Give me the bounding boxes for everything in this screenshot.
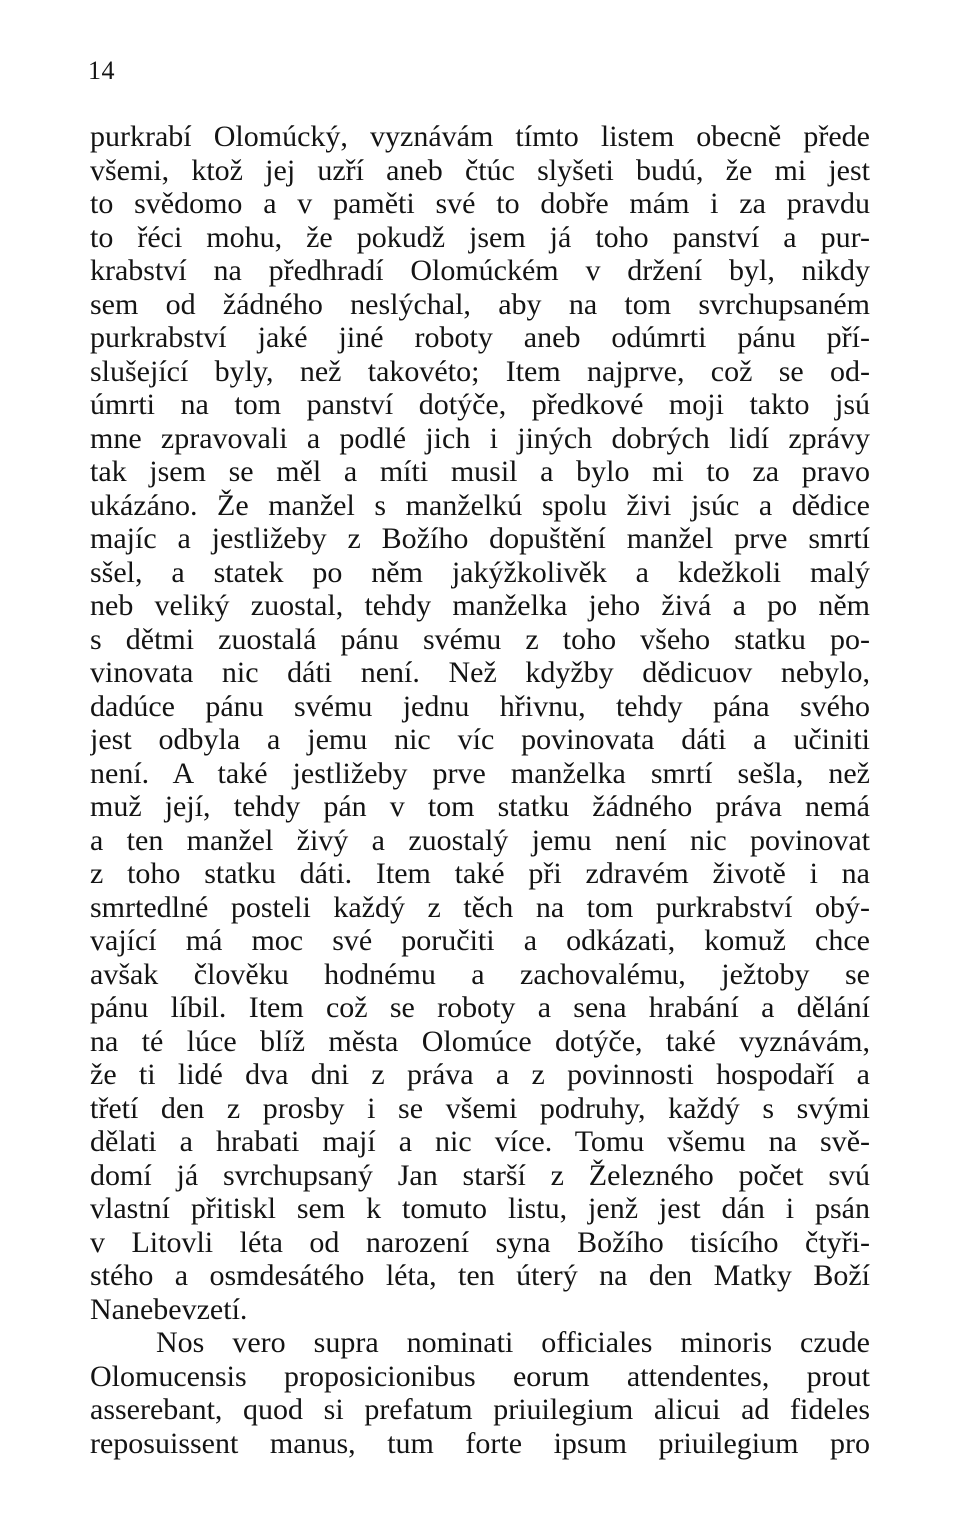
text-line: sem od žádného neslýchal, aby na tom svrchupsaném xyxy=(90,287,870,321)
text-line: Nanebevzetí. xyxy=(90,1292,248,1326)
text-line: ukázáno. Že manžel s manželkú spolu živi jsúc a dědice xyxy=(90,488,870,522)
text-line: neb veliký zuostal, tehdy manželka jeho živá a po něm xyxy=(90,589,870,622)
text-line: vající má moc své poručiti a odkázati, komuž chce xyxy=(90,924,870,957)
text-line: krabství na předhradí Olomúckém v držení byl, nikdy xyxy=(90,254,870,287)
text-line: a ten manžel živý a zuostalý jemu není nic povinovat xyxy=(90,823,870,857)
text-line: asserebant, quod si prefatum priuilegium alicui ad fideles xyxy=(90,1393,870,1426)
text-body xyxy=(90,120,870,1460)
text-line: vinovata nic dáti není. Než kdyžby dědicuov nebylo, xyxy=(90,656,870,689)
text-line: s dětmi zuostalá pánu svému z toho všeho statku po- xyxy=(90,622,870,656)
text-line: na té lúce blíž města Olomúce dotýče, také vyznávám, xyxy=(90,1024,870,1058)
text-line: všemi, ktož jej uzří aneb čtúc slyšeti budú, že mi jest xyxy=(90,153,870,187)
text-line: dělati a hrabati mají a nic více. Tomu všemu na svě- xyxy=(90,1125,870,1158)
text-line: mne zpravovali a podlé jich i jiných dobrých lidí zprávy xyxy=(90,421,870,455)
text-line: třetí den z prosby i se všemi podruhy, každý s svými xyxy=(90,1091,870,1125)
text-line: úmrti na tom panství dotýče, předkové moji takto jsú xyxy=(90,388,870,421)
text-line: purkrabství jaké jiné roboty aneb odúmrti pánu pří- xyxy=(90,321,870,354)
text-line: slušející byly, než takovéto; Item najprve, což se od- xyxy=(90,354,870,388)
text-line: Nos vero supra nominati officiales minoris czude xyxy=(156,1326,870,1359)
text-line: to svědomo a v paměti své to dobře mám i za pravdu xyxy=(90,187,870,220)
text-line: muž její, tehdy pán v tom statku žádného práva nemá xyxy=(90,790,870,823)
text-line: že ti lidé dva dni z práva a z povinnosti hospodaří a xyxy=(90,1058,870,1091)
text-line: smrtedlné posteli každý z těch na tom purkrabství obý- xyxy=(90,890,870,924)
text-line: tak jsem se měl a míti musil a bylo mi to za pravo xyxy=(90,455,870,488)
text-line: sšel, a statek po něm jakýžkolivěk a kdežkoli malý xyxy=(90,555,870,589)
text-line: vlastní přitiskl sem k tomuto listu, jenž jest dán i psán xyxy=(90,1192,870,1225)
text-line: z toho statku dáti. Item také při zdravém životě i na xyxy=(90,857,870,890)
text-line: to řéci mohu, že pokudž jsem já toho panství a pur- xyxy=(90,220,870,254)
text-line: Olomucensis proposicionibus eorum attendentes, prout xyxy=(90,1359,870,1393)
text-line: purkrabí Olomúcký, vyznávám tímto listem obecně přede xyxy=(90,120,870,153)
page-number: 14 xyxy=(88,56,115,85)
text-line: avšak člověku hodnému a zachovalému, ježtoby se xyxy=(90,957,870,991)
text-line: v Litovli léta od narození syna Božího tisícího čtyři- xyxy=(90,1225,870,1259)
text-line: jest odbyla a jemu nic víc povinovata dáti a učiniti xyxy=(90,723,870,756)
text-line: dadúce pánu svému jednu hřivnu, tehdy pána svého xyxy=(90,689,870,723)
text-line: stého a osmdesátého léta, ten úterý na den Matky Boží xyxy=(90,1259,870,1292)
text-line: majíc a jestližeby z Božího dopuštění manžel prve smrtí xyxy=(90,522,870,555)
text-line: není. A také jestližeby prve manželka smrtí sešla, než xyxy=(90,756,870,790)
text-line: domí já svrchupsaný Jan starší z Železného počet svú xyxy=(90,1158,870,1192)
text-line: pánu líbil. Item což se roboty a sena hrabání a dělání xyxy=(90,991,870,1024)
text-line: reposuissent manus, tum forte ipsum priuilegium pro xyxy=(90,1426,870,1460)
